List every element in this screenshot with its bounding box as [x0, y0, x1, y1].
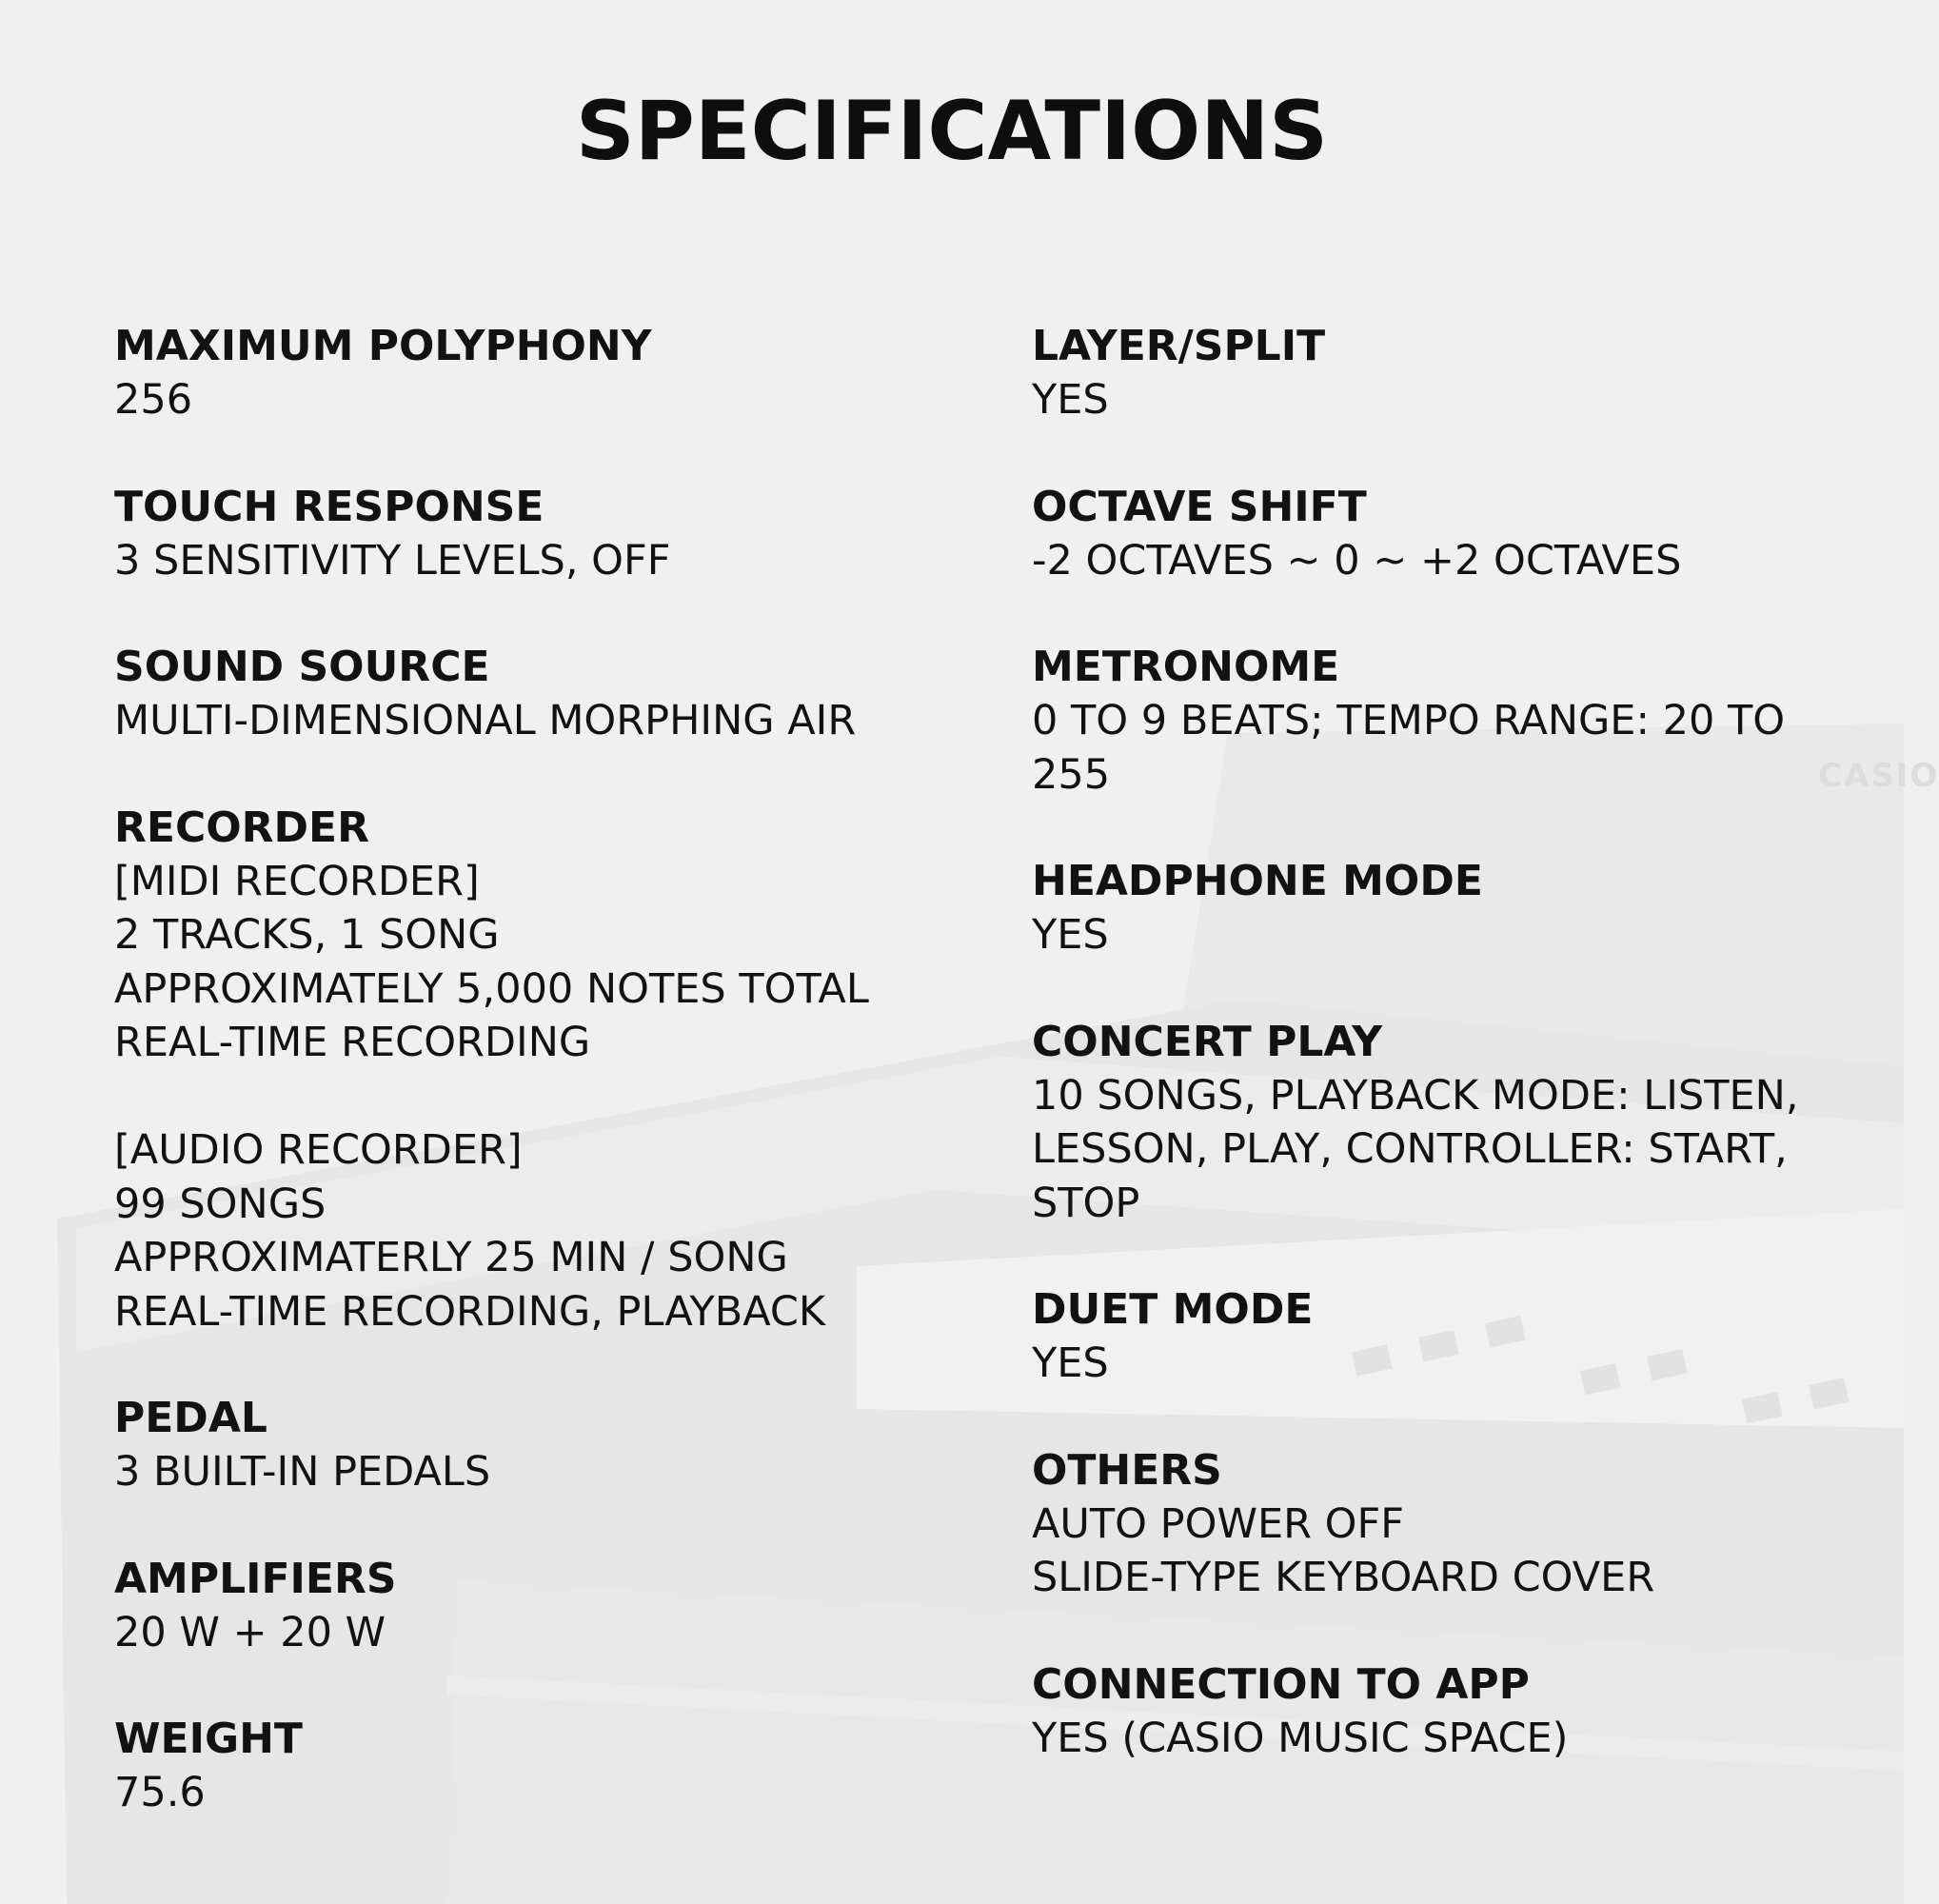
- spec-value: 0 TO 9 BEATS; TEMPO RANGE: 20 TO: [1032, 697, 1786, 744]
- spec-item-octave-shift: [1032, 481, 1870, 588]
- spec-value: REAL-TIME RECORDING: [114, 1019, 591, 1066]
- spec-value: 255: [1032, 750, 1111, 799]
- spec-item-metronome: [1032, 641, 1870, 802]
- spec-item-weight: [114, 1713, 952, 1820]
- spec-value: APPROXIMATERLY 25 MIN / SONG: [114, 1234, 788, 1281]
- spec-label: CONNECTION TO APP: [1032, 1659, 1530, 1709]
- spec-label: MAXIMUM POLYPHONY: [114, 322, 652, 370]
- spec-value: YES (CASIO MUSIC SPACE): [1032, 1714, 1569, 1762]
- spec-label: LAYER/SPLIT: [1032, 322, 1326, 370]
- spec-value: [MIDI RECORDER]: [114, 857, 480, 905]
- spec-value: 2 TRACKS, 1 SONG: [114, 911, 500, 959]
- spec-value: MULTI-DIMENSIONAL MORPHING AIR: [114, 697, 857, 744]
- spec-value: -2 OCTAVES ~ 0 ~ +2 OCTAVES: [1032, 536, 1682, 585]
- spec-label: PEDAL: [114, 1394, 267, 1442]
- spec-item-others: [1032, 1444, 1870, 1605]
- spec-label: WEIGHT: [114, 1715, 303, 1763]
- spec-item-layer-split: [1032, 320, 1870, 427]
- spec-value: AUTO POWER OFF: [1032, 1499, 1404, 1548]
- spec-label: OCTAVE SHIFT: [1032, 482, 1367, 531]
- spec-value: YES: [1032, 376, 1109, 424]
- spec-item-amplifiers: [114, 1553, 952, 1660]
- spec-item-connection-to-app: [1032, 1658, 1870, 1766]
- spec-item-recorder: [114, 802, 952, 1339]
- spec-value: [AUDIO RECORDER]: [114, 1126, 523, 1174]
- spec-value: REAL-TIME RECORDING, PLAYBACK: [114, 1287, 826, 1336]
- spec-item-maximum-polyphony: [114, 320, 952, 427]
- spec-spacer: [114, 1070, 952, 1124]
- spec-value: 20 W + 20 W: [114, 1608, 386, 1656]
- spec-value: 3 SENSITIVITY LEVELS, OFF: [114, 536, 671, 585]
- spec-label: DUET MODE: [1032, 1285, 1314, 1334]
- spec-column-left: [114, 320, 952, 1874]
- spec-label: HEADPHONE MODE: [1032, 857, 1483, 905]
- spec-value: YES: [1032, 1339, 1109, 1387]
- spec-column-right: [1032, 320, 1870, 1818]
- spec-item-headphone-mode: [1032, 855, 1870, 962]
- spec-item-touch-response: [114, 481, 952, 588]
- spec-value: STOP: [1032, 1179, 1140, 1227]
- spec-value: 99 SONGS: [114, 1180, 326, 1228]
- spec-value: 75.6: [114, 1769, 206, 1816]
- page-title: SPECIFICATIONS: [575, 84, 1329, 179]
- spec-value: SLIDE-TYPE KEYBOARD COVER: [1032, 1554, 1655, 1601]
- spec-item-concert-play: [1032, 1016, 1870, 1231]
- spec-value: 256: [114, 376, 193, 424]
- brand-watermark: CASIO: [1818, 757, 1939, 795]
- spec-label: RECORDER: [114, 803, 369, 852]
- spec-label: METRONOME: [1032, 643, 1340, 691]
- spec-item-sound-source: [114, 641, 952, 748]
- spec-value: APPROXIMATELY 5,000 NOTES TOTAL: [114, 964, 869, 1013]
- spec-label: OTHERS: [1032, 1445, 1222, 1495]
- spec-item-pedal: [114, 1392, 952, 1499]
- spec-label: CONCERT PLAY: [1032, 1017, 1383, 1066]
- spec-value: YES: [1032, 911, 1109, 959]
- spec-value: 10 SONGS, PLAYBACK MODE: LISTEN,: [1032, 1071, 1799, 1120]
- spec-label: TOUCH RESPONSE: [114, 482, 544, 531]
- spec-label: AMPLIFIERS: [114, 1554, 397, 1603]
- spec-label: SOUND SOURCE: [114, 643, 490, 691]
- spec-value: LESSON, PLAY, CONTROLLER: START,: [1032, 1125, 1788, 1173]
- spec-value: 3 BUILT-IN PEDALS: [114, 1448, 491, 1496]
- spec-item-duet-mode: [1032, 1283, 1870, 1391]
